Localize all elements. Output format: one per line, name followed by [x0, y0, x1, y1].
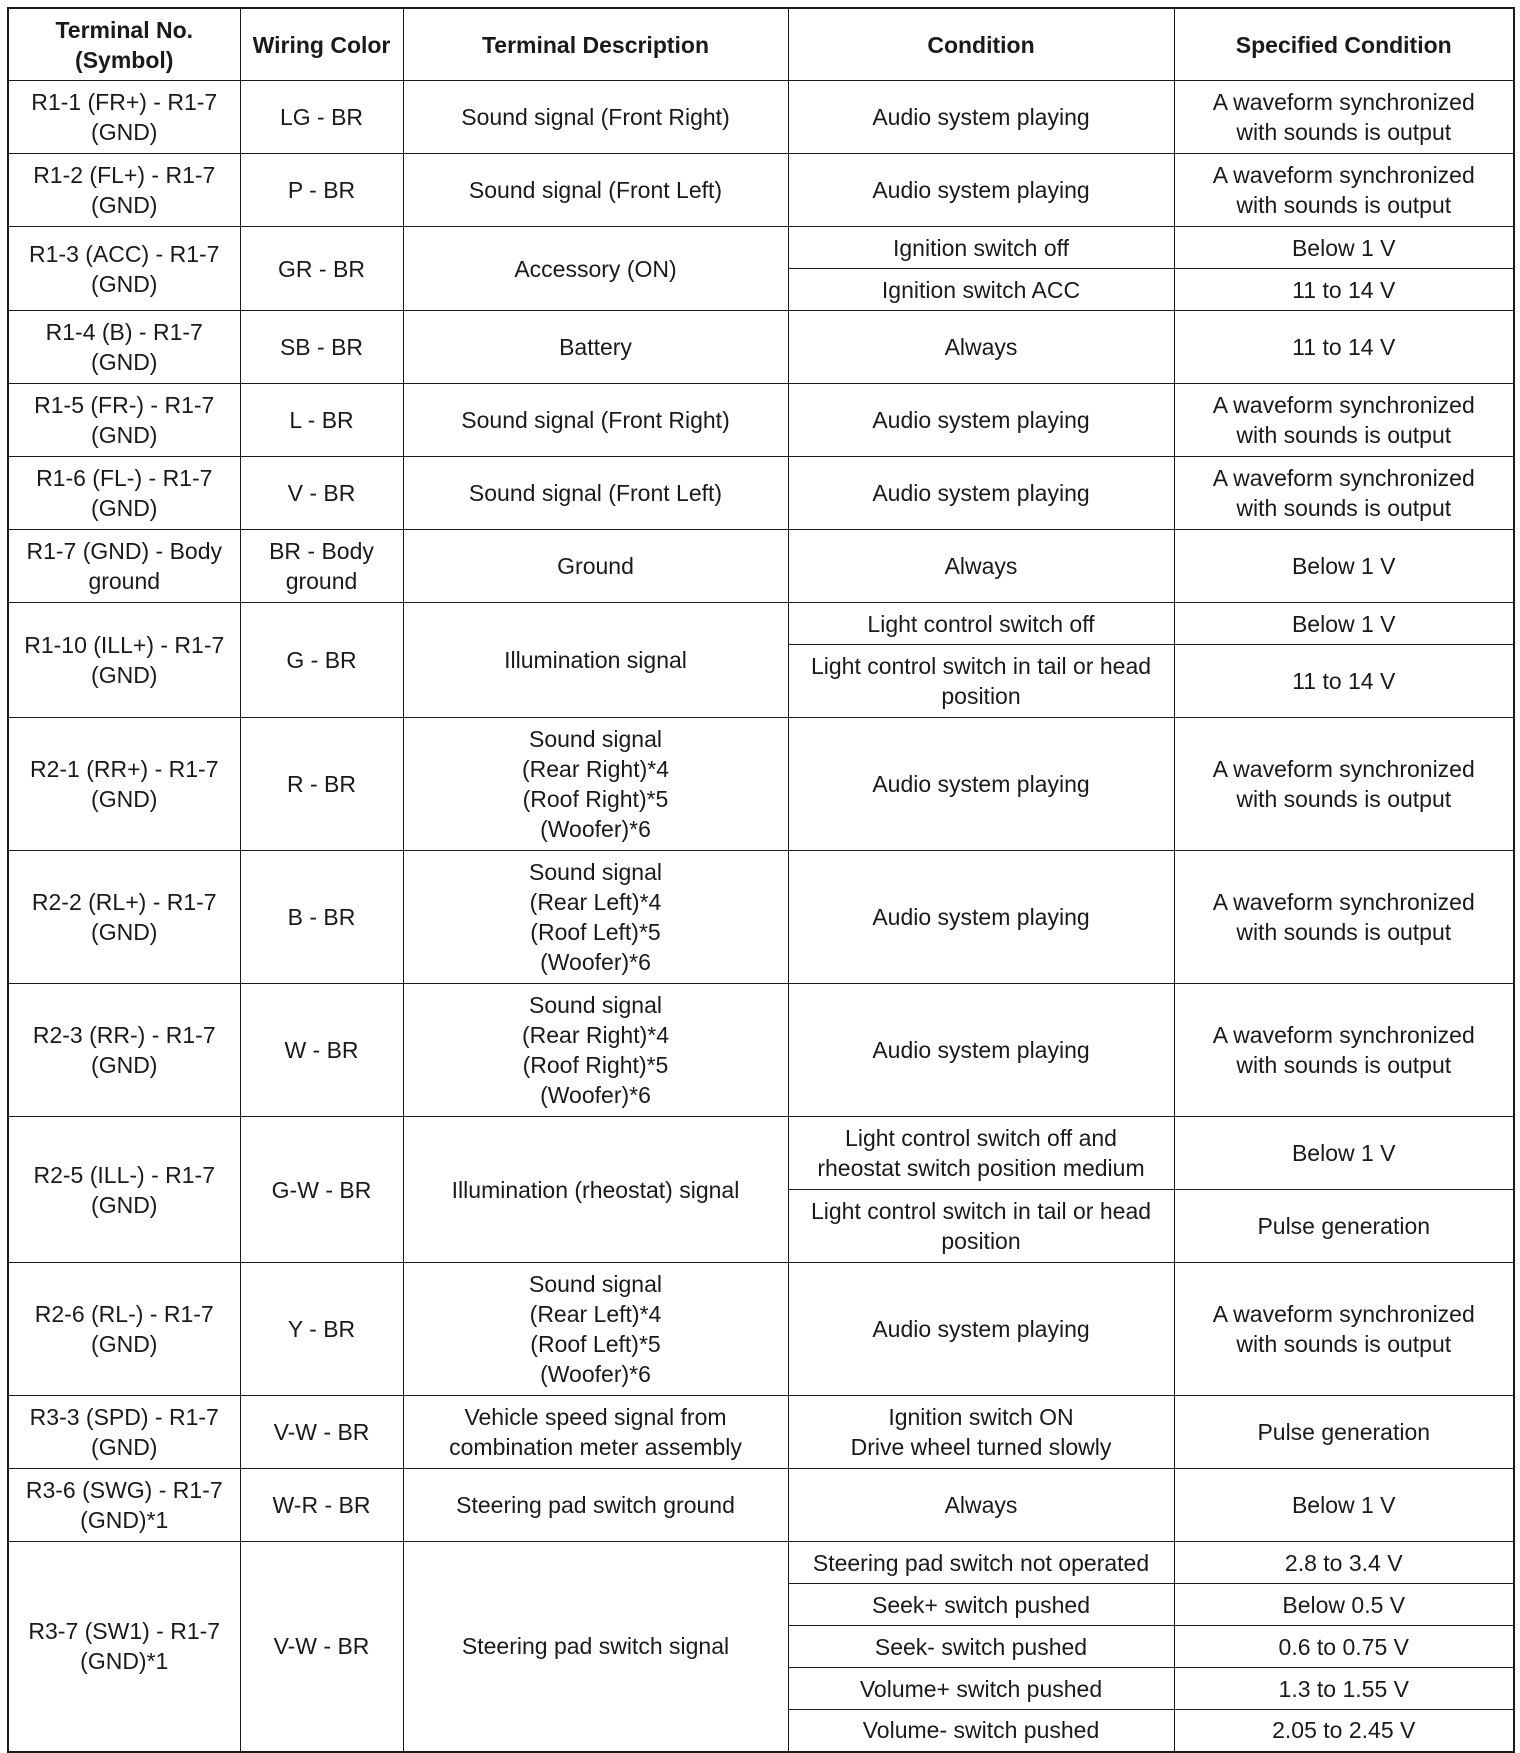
description-cell: Steering pad switch ground — [403, 1469, 788, 1542]
terminal-cell: R3-3 (SPD) - R1-7 (GND) — [8, 1396, 240, 1469]
condition-cell: Audio system playing — [788, 154, 1174, 227]
table-body — [8, 81, 1514, 1752]
description-cell: Sound signal (Front Left) — [403, 457, 788, 530]
header-specified-condition: Specified Condition — [1174, 8, 1514, 81]
wiring-color-cell: BR - Body ground — [240, 530, 403, 603]
specified-condition-cell: 0.6 to 0.75 V — [1174, 1626, 1514, 1668]
description-cell: Sound signal (Front Right) — [403, 384, 788, 457]
specified-condition-cell: Below 1 V — [1174, 1117, 1514, 1190]
terminal-cell: R1-4 (B) - R1-7 (GND) — [8, 311, 240, 384]
terminal-cell: R1-2 (FL+) - R1-7 (GND) — [8, 154, 240, 227]
condition-cell: Audio system playing — [788, 1263, 1174, 1396]
wiring-color-cell: W-R - BR — [240, 1469, 403, 1542]
description-cell: Illumination signal — [403, 603, 788, 718]
specified-condition-cell: Below 1 V — [1174, 530, 1514, 603]
wiring-color-cell: G - BR — [240, 603, 403, 718]
wiring-color-cell: V-W - BR — [240, 1542, 403, 1752]
table-row — [8, 530, 1514, 603]
specified-condition-cell: Below 1 V — [1174, 1469, 1514, 1542]
condition-cell: Audio system playing — [788, 718, 1174, 851]
table-row — [8, 1396, 1514, 1469]
condition-cell: Ignition switch ACC — [788, 269, 1174, 311]
wiring-color-cell: R - BR — [240, 718, 403, 851]
table-row — [8, 1117, 1514, 1190]
condition-cell: Light control switch in tail or head position — [788, 645, 1174, 718]
condition-cell: Light control switch off — [788, 603, 1174, 645]
specified-condition-cell: A waveform synchronized with sounds is output — [1174, 1263, 1514, 1396]
specified-condition-cell: Below 1 V — [1174, 603, 1514, 645]
terminal-cell: R2-6 (RL-) - R1-7 (GND) — [8, 1263, 240, 1396]
table-row — [8, 603, 1514, 645]
terminal-cell: R1-6 (FL-) - R1-7 (GND) — [8, 457, 240, 530]
specified-condition-cell: 11 to 14 V — [1174, 645, 1514, 718]
header-terminal-description: Terminal Description — [403, 8, 788, 81]
table-row — [8, 384, 1514, 457]
condition-cell: Light control switch off and rheostat switch position medium — [788, 1117, 1174, 1190]
table-row — [8, 1263, 1514, 1396]
table-row — [8, 311, 1514, 384]
table-row — [8, 1542, 1514, 1584]
table-row — [8, 154, 1514, 227]
specified-condition-cell: 2.05 to 2.45 V — [1174, 1710, 1514, 1752]
description-cell: Steering pad switch signal — [403, 1542, 788, 1752]
table-row — [8, 851, 1514, 984]
description-cell: Illumination (rheostat) signal — [403, 1117, 788, 1263]
condition-cell: Always — [788, 530, 1174, 603]
specified-condition-cell: A waveform synchronized with sounds is output — [1174, 154, 1514, 227]
terminal-cell: R3-7 (SW1) - R1-7 (GND)*1 — [8, 1542, 240, 1752]
specified-condition-cell: Below 1 V — [1174, 227, 1514, 269]
wiring-color-cell: GR - BR — [240, 227, 403, 311]
terminal-cell: R1-10 (ILL+) - R1-7 (GND) — [8, 603, 240, 718]
specified-condition-cell: 11 to 14 V — [1174, 311, 1514, 384]
terminal-cell: R2-5 (ILL-) - R1-7 (GND) — [8, 1117, 240, 1263]
specified-condition-cell: A waveform synchronized with sounds is output — [1174, 457, 1514, 530]
wiring-color-cell: B - BR — [240, 851, 403, 984]
description-cell: Sound signal (Front Left) — [403, 154, 788, 227]
wiring-color-cell: LG - BR — [240, 81, 403, 154]
condition-cell: Always — [788, 311, 1174, 384]
condition-cell: Audio system playing — [788, 384, 1174, 457]
specified-condition-cell: 1.3 to 1.55 V — [1174, 1668, 1514, 1710]
table-row — [8, 1469, 1514, 1542]
specified-condition-cell: 11 to 14 V — [1174, 269, 1514, 311]
table-row — [8, 227, 1514, 269]
condition-cell: Audio system playing — [788, 81, 1174, 154]
specified-condition-cell: Pulse generation — [1174, 1396, 1514, 1469]
terminal-cell: R3-6 (SWG) - R1-7 (GND)*1 — [8, 1469, 240, 1542]
header-row — [8, 8, 1514, 81]
condition-cell: Ignition switch off — [788, 227, 1174, 269]
specified-condition-cell: A waveform synchronized with sounds is output — [1174, 718, 1514, 851]
header-terminal: Terminal No. (Symbol) — [8, 8, 240, 81]
terminal-cell: R1-7 (GND) - Body ground — [8, 530, 240, 603]
condition-cell: Seek- switch pushed — [788, 1626, 1174, 1668]
wiring-color-cell: P - BR — [240, 154, 403, 227]
table-row — [8, 984, 1514, 1117]
description-cell: Sound signal (Rear Right)*4 (Roof Right)*5 (Woofer)*6 — [403, 984, 788, 1117]
description-cell: Sound signal (Rear Left)*4 (Roof Left)*5 (Woofer)*6 — [403, 1263, 788, 1396]
wiring-color-cell: L - BR — [240, 384, 403, 457]
terminal-table — [7, 7, 1515, 1753]
wiring-color-cell: G-W - BR — [240, 1117, 403, 1263]
terminal-cell: R1-1 (FR+) - R1-7 (GND) — [8, 81, 240, 154]
description-cell: Ground — [403, 530, 788, 603]
specified-condition-cell: A waveform synchronized with sounds is output — [1174, 384, 1514, 457]
table-row — [8, 81, 1514, 154]
specified-condition-cell: Below 0.5 V — [1174, 1584, 1514, 1626]
terminal-cell: R2-3 (RR-) - R1-7 (GND) — [8, 984, 240, 1117]
condition-cell: Steering pad switch not operated — [788, 1542, 1174, 1584]
wiring-color-cell: W - BR — [240, 984, 403, 1117]
condition-cell: Light control switch in tail or head position — [788, 1190, 1174, 1263]
description-cell: Accessory (ON) — [403, 227, 788, 311]
specified-condition-cell: A waveform synchronized with sounds is output — [1174, 851, 1514, 984]
description-cell: Vehicle speed signal from combination meter assembly — [403, 1396, 788, 1469]
header-wiring-color: Wiring Color — [240, 8, 403, 81]
condition-cell: Volume- switch pushed — [788, 1710, 1174, 1752]
terminal-cell: R1-5 (FR-) - R1-7 (GND) — [8, 384, 240, 457]
table-row — [8, 718, 1514, 851]
wiring-color-cell: SB - BR — [240, 311, 403, 384]
header-condition: Condition — [788, 8, 1174, 81]
specified-condition-cell: A waveform synchronized with sounds is output — [1174, 984, 1514, 1117]
wiring-color-cell: V-W - BR — [240, 1396, 403, 1469]
condition-cell: Ignition switch ON Drive wheel turned slowly — [788, 1396, 1174, 1469]
description-cell: Sound signal (Rear Right)*4 (Roof Right)*5 (Woofer)*6 — [403, 718, 788, 851]
description-cell: Battery — [403, 311, 788, 384]
wiring-color-cell: Y - BR — [240, 1263, 403, 1396]
specified-condition-cell: Pulse generation — [1174, 1190, 1514, 1263]
description-cell: Sound signal (Front Right) — [403, 81, 788, 154]
specified-condition-cell: 2.8 to 3.4 V — [1174, 1542, 1514, 1584]
table-row — [8, 457, 1514, 530]
description-cell: Sound signal (Rear Left)*4 (Roof Left)*5 (Woofer)*6 — [403, 851, 788, 984]
terminal-cell: R2-1 (RR+) - R1-7 (GND) — [8, 718, 240, 851]
condition-cell: Volume+ switch pushed — [788, 1668, 1174, 1710]
specified-condition-cell: A waveform synchronized with sounds is output — [1174, 81, 1514, 154]
condition-cell: Always — [788, 1469, 1174, 1542]
terminal-cell: R2-2 (RL+) - R1-7 (GND) — [8, 851, 240, 984]
condition-cell: Audio system playing — [788, 851, 1174, 984]
condition-cell: Audio system playing — [788, 984, 1174, 1117]
wiring-color-cell: V - BR — [240, 457, 403, 530]
condition-cell: Seek+ switch pushed — [788, 1584, 1174, 1626]
condition-cell: Audio system playing — [788, 457, 1174, 530]
terminal-cell: R1-3 (ACC) - R1-7 (GND) — [8, 227, 240, 311]
